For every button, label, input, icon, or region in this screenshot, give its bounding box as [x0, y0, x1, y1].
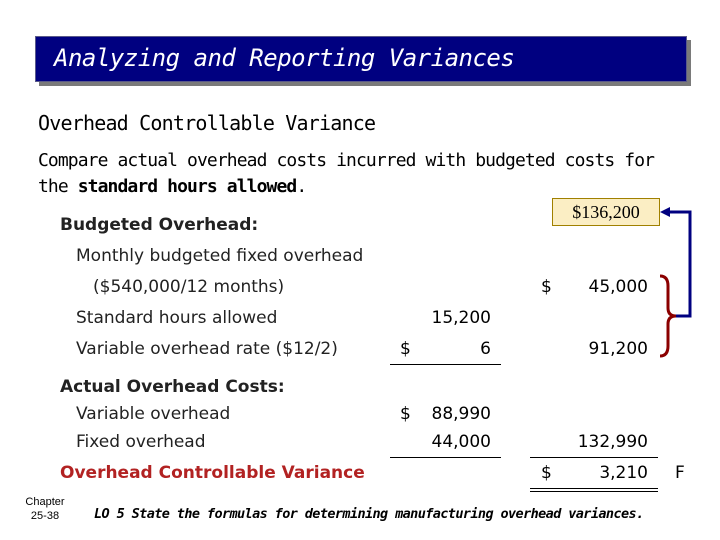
actual-variable-value: 88,990 — [431, 404, 491, 424]
favorable-flag: F — [675, 463, 685, 483]
std-hours-value: 15,200 — [431, 308, 491, 328]
actual-variable-dollar-sign: $ — [400, 404, 411, 424]
description-end: . — [296, 176, 307, 197]
fixed-overhead-calc: ($540,000/12 months) — [93, 277, 285, 297]
fixed-dollar-sign: $ — [541, 277, 552, 297]
double-underline-bottom — [530, 491, 658, 492]
learning-objective: LO 5 State the formulas for determining manufacturing overhead variances. — [94, 506, 644, 522]
section-heading: Overhead Controllable Variance — [38, 111, 376, 135]
var-overhead-total: 91,200 — [588, 339, 648, 359]
title-bar — [35, 36, 687, 82]
total-callout: $136,200 — [552, 198, 660, 226]
slide-title: Analyzing and Reporting Variances — [54, 44, 515, 72]
underline-budgeted — [390, 364, 501, 365]
double-underline-top — [530, 488, 658, 489]
red-bracket — [660, 276, 676, 356]
std-hours-label: Standard hours allowed — [76, 308, 278, 328]
actual-total: 132,990 — [577, 432, 648, 452]
description-text: Compare actual overhead costs incurred with budgeted costs for the — [38, 150, 655, 197]
blue-connector-line — [668, 212, 690, 316]
budgeted-header: Budgeted Overhead: — [60, 215, 259, 235]
description — [38, 148, 678, 200]
variance-label: Overhead Controllable Variance — [60, 463, 365, 483]
underline-total — [530, 457, 658, 458]
arrowhead-icon — [660, 207, 670, 217]
var-rate-value: 6 — [480, 339, 491, 359]
chapter-word: Chapter — [25, 496, 65, 508]
description-bold: standard hours allowed — [77, 176, 297, 197]
chapter-number: 25-38 — [30, 510, 60, 522]
var-rate-label: Variable overhead rate ($12/2) — [76, 339, 338, 359]
actual-fixed-label: Fixed overhead — [76, 432, 206, 452]
actual-header: Actual Overhead Costs: — [60, 377, 285, 397]
fixed-overhead-label: Monthly budgeted fixed overhead — [76, 246, 364, 266]
actual-variable-label: Variable overhead — [76, 404, 231, 424]
underline-actual — [390, 457, 501, 458]
var-rate-dollar-sign: $ — [400, 339, 411, 359]
chapter-label — [14, 495, 76, 523]
variance-amount: 3,210 — [599, 463, 648, 483]
fixed-overhead-amount: 45,000 — [588, 277, 648, 297]
actual-fixed-value: 44,000 — [431, 432, 491, 452]
variance-dollar-sign: $ — [541, 463, 552, 483]
